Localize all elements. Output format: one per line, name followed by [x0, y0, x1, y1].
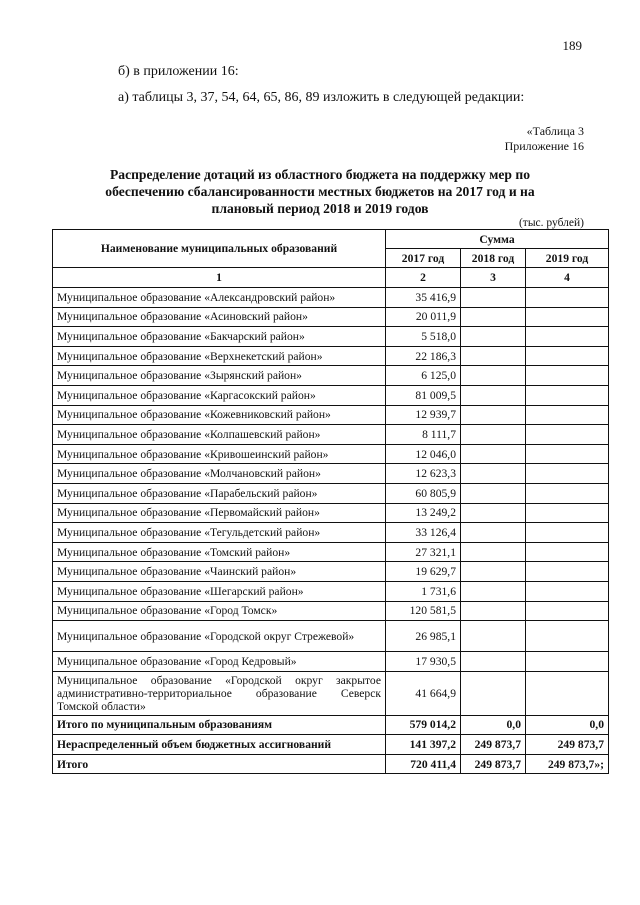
amount-2019-cell: 249 873,7»; — [526, 754, 609, 774]
table-row — [53, 464, 609, 484]
municipality-name-cell: Муниципальное образование «Кожевниковский район» — [53, 405, 386, 425]
amount-2018-cell — [461, 523, 526, 543]
column-number-1: 1 — [53, 268, 386, 288]
amount-2019-cell — [526, 621, 609, 652]
municipality-name-cell: Муниципальное образование «Верхнекетский район» — [53, 346, 386, 366]
total-row — [53, 754, 609, 774]
municipality-name-cell: Муниципальное образование «Молчановский район» — [53, 464, 386, 484]
intro-line-2: а) таблицы 3, 37, 54, 64, 65, 86, 89 изложить в следующей редакции: — [118, 90, 525, 105]
amount-2018-cell — [461, 503, 526, 523]
municipality-name-cell: Муниципальное образование «Городской округ закрытое административно-территориальное образование Северск Томской области» — [53, 671, 386, 715]
amount-2018-cell — [461, 601, 526, 621]
amount-2019-cell — [526, 581, 609, 601]
column-number-3: 3 — [461, 268, 526, 288]
table-row — [53, 288, 609, 308]
municipality-name-cell: Муниципальное образование «Чаинский район» — [53, 562, 386, 582]
amount-2018-cell — [461, 405, 526, 425]
table-row — [53, 366, 609, 386]
subsidy-table — [52, 229, 609, 774]
column-number-4: 4 — [526, 268, 609, 288]
amount-2018-cell — [461, 483, 526, 503]
municipality-name-cell: Муниципальное образование «Городской округ Стрежевой» — [53, 621, 386, 652]
page-number: 189 — [562, 38, 582, 53]
amount-2019-cell — [526, 562, 609, 582]
year-header-2018: 2018 год — [461, 249, 526, 268]
table-row — [53, 327, 609, 347]
table-reference — [505, 124, 584, 154]
municipality-name-cell: Муниципальное образование «Зырянский район» — [53, 366, 386, 386]
amount-2019-cell — [526, 346, 609, 366]
amount-2019-cell — [526, 425, 609, 445]
municipality-name-cell: Муниципальное образование «Кривошеинский район» — [53, 444, 386, 464]
document-title: Распределение дотаций из областного бюджета на поддержку мер по обеспечению сбалансированности местных бюджетов на 2017 год и на плановый период 2018 и 2019 годов — [105, 167, 535, 216]
total-row — [53, 715, 609, 735]
amount-2018-cell — [461, 385, 526, 405]
amount-2019-cell — [526, 288, 609, 308]
amount-2018-cell — [461, 425, 526, 445]
amount-2019-cell — [526, 601, 609, 621]
amount-2017-cell: 13 249,2 — [386, 503, 461, 523]
amount-2017-cell: 20 011,9 — [386, 307, 461, 327]
municipality-name-cell: Муниципальное образование «Город Томск» — [53, 601, 386, 621]
amount-2017-cell: 22 186,3 — [386, 346, 461, 366]
amount-2017-cell: 141 397,2 — [386, 735, 461, 755]
amount-2018-cell: 249 873,7 — [461, 735, 526, 755]
units-label: (тыс. рублей) — [518, 217, 584, 229]
table-row — [53, 405, 609, 425]
column-number-2: 2 — [386, 268, 461, 288]
municipality-name-cell: Нераспределенный объем бюджетных ассигнований — [53, 735, 386, 755]
amount-2018-cell — [461, 444, 526, 464]
amount-2019-cell — [526, 503, 609, 523]
amount-2017-cell: 579 014,2 — [386, 715, 461, 735]
amount-2018-cell — [461, 346, 526, 366]
amount-2017-cell: 8 111,7 — [386, 425, 461, 445]
municipality-name-cell: Муниципальное образование «Каргасокский район» — [53, 385, 386, 405]
municipality-name-cell: Муниципальное образование «Парабельский район» — [53, 483, 386, 503]
amount-2017-cell: 60 805,9 — [386, 483, 461, 503]
column-header-sum: Сумма — [386, 230, 609, 249]
table-row — [53, 483, 609, 503]
table-row — [53, 385, 609, 405]
amount-2017-cell: 12 623,3 — [386, 464, 461, 484]
table-row — [53, 425, 609, 445]
amount-2018-cell — [461, 307, 526, 327]
amount-2018-cell — [461, 621, 526, 652]
municipality-name-cell: Муниципальное образование «Колпашевский район» — [53, 425, 386, 445]
amount-2019-cell — [526, 366, 609, 386]
amount-2019-cell — [526, 464, 609, 484]
table-row — [53, 346, 609, 366]
table-row — [53, 444, 609, 464]
amount-2018-cell — [461, 542, 526, 562]
municipality-name-cell: Муниципальное образование «Первомайский район» — [53, 503, 386, 523]
amount-2017-cell: 6 125,0 — [386, 366, 461, 386]
table-row — [53, 523, 609, 543]
table-row — [53, 503, 609, 523]
municipality-name-cell: Муниципальное образование «Томский район» — [53, 542, 386, 562]
amount-2019-cell — [526, 385, 609, 405]
amount-2017-cell: 1 731,6 — [386, 581, 461, 601]
amount-2018-cell — [461, 562, 526, 582]
amount-2018-cell — [461, 671, 526, 715]
municipality-name-cell: Муниципальное образование «Шегарский район» — [53, 581, 386, 601]
table-ref-line-1: «Таблица 3 — [526, 124, 584, 138]
amount-2017-cell: 17 930,5 — [386, 652, 461, 672]
table-row — [53, 652, 609, 672]
amount-2017-cell: 81 009,5 — [386, 385, 461, 405]
amount-2018-cell: 249 873,7 — [461, 754, 526, 774]
municipality-name-cell: Муниципальное образование «Бакчарский район» — [53, 327, 386, 347]
amount-2018-cell — [461, 464, 526, 484]
amount-2017-cell: 12 046,0 — [386, 444, 461, 464]
amount-2019-cell — [526, 652, 609, 672]
amount-2018-cell — [461, 288, 526, 308]
municipality-name-cell: Муниципальное образование «Асиновский район» — [53, 307, 386, 327]
amount-2019-cell — [526, 483, 609, 503]
table-row — [53, 601, 609, 621]
amount-2019-cell — [526, 327, 609, 347]
amount-2017-cell: 26 985,1 — [386, 621, 461, 652]
table-ref-line-2: Приложение 16 — [504, 139, 584, 153]
municipality-name-cell: Муниципальное образование «Александровский район» — [53, 288, 386, 308]
amount-2017-cell: 19 629,7 — [386, 562, 461, 582]
year-header-2019: 2019 год — [526, 249, 609, 268]
amount-2017-cell: 720 411,4 — [386, 754, 461, 774]
total-row — [53, 735, 609, 755]
amount-2018-cell — [461, 327, 526, 347]
amount-2018-cell — [461, 652, 526, 672]
municipality-name-cell: Муниципальное образование «Город Кедровый» — [53, 652, 386, 672]
amount-2018-cell: 0,0 — [461, 715, 526, 735]
amount-2019-cell — [526, 523, 609, 543]
amount-2017-cell: 12 939,7 — [386, 405, 461, 425]
amount-2018-cell — [461, 366, 526, 386]
municipality-name-cell: Итого — [53, 754, 386, 774]
amount-2017-cell: 5 518,0 — [386, 327, 461, 347]
column-header-name: Наименование муниципальных образований — [53, 230, 386, 268]
table-row — [53, 542, 609, 562]
amount-2017-cell: 120 581,5 — [386, 601, 461, 621]
table-row — [53, 581, 609, 601]
amount-2017-cell: 41 664,9 — [386, 671, 461, 715]
table-row — [53, 307, 609, 327]
municipality-name-cell: Итого по муниципальным образованиям — [53, 715, 386, 735]
table-row — [53, 621, 609, 652]
amount-2017-cell: 27 321,1 — [386, 542, 461, 562]
amount-2019-cell — [526, 542, 609, 562]
amount-2019-cell — [526, 307, 609, 327]
amount-2019-cell: 0,0 — [526, 715, 609, 735]
amount-2017-cell: 35 416,9 — [386, 288, 461, 308]
intro-line-1: б) в приложении 16: — [118, 64, 239, 79]
amount-2019-cell — [526, 444, 609, 464]
amount-2019-cell — [526, 405, 609, 425]
amount-2019-cell — [526, 671, 609, 715]
table-row — [53, 671, 609, 715]
amount-2018-cell — [461, 581, 526, 601]
year-header-2017: 2017 год — [386, 249, 461, 268]
amount-2017-cell: 33 126,4 — [386, 523, 461, 543]
table-body — [53, 288, 609, 774]
amount-2019-cell: 249 873,7 — [526, 735, 609, 755]
table-row — [53, 562, 609, 582]
municipality-name-cell: Муниципальное образование «Тегульдетский район» — [53, 523, 386, 543]
